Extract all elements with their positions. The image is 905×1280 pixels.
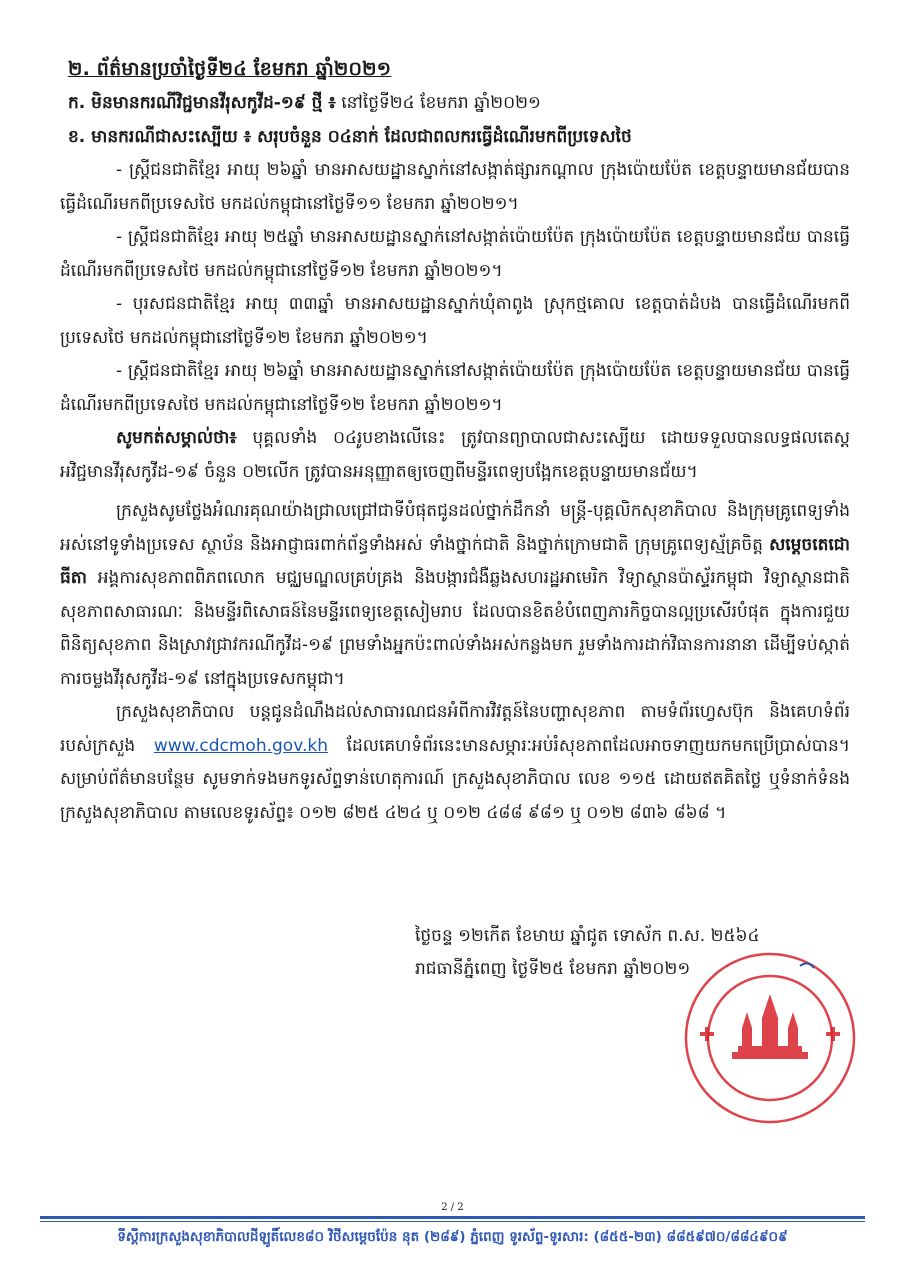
section-b xyxy=(68,120,850,154)
info-paragraph xyxy=(60,696,850,830)
thanks-text-before: ក្រសួងសូមថ្លែងអំណរគុណយ៉ាងជ្រាលជ្រៅជាទីបំផុតជូនដល់ថ្នាក់ដឹកនាំ មន្ត្រី-បុគ្គលិកសុខាភិបាល និងក្រុមគ្រូពេទ្យទាំងអស់នៅទូទាំងប្រទេស ស្ថាប័ន និងអាជ្ញាធរពាក់ព័ន្ធទាំងអស់ ទាំងថ្នាក់ជាតិ និងថ្នាក់ក្រោមជាតិ ក្រុមគ្រូពេទ្យស្ម័គ្រចិត្ត xyxy=(60,501,850,555)
note-label: សូមកត់សម្គាល់ថា៖ xyxy=(116,428,237,448)
section-b-label: ខ. មានករណីជាសះស្បើយ ៖ សរុបចំនួន ០៤នាក់ ដែលជាពលករធ្វើដំណើរមកពីប្រទេសថៃ xyxy=(68,127,632,147)
info-text-after: ដែលគេហទំព័រនេះមានសម្ភារៈអប់រំសុខភាពដែលអាចទាញយកមកប្រើប្រាស់បាន។ សម្រាប់ព័ត៌មានបន្ថែម សូមទាក់ទងមកទូរស័ព្ទទាន់ហេតុការណ៍ ក្រសួងសុខាភិបាល លេខ ១១៥ ដោយឥតគិតថ្លៃ ឬទំនាក់ទំនងក្រសួងសុខាភិបាល តាមលេខទូរស័ព្ទ៖ ០១២ ៨២៥ ៤២៤ ឬ ០១២ ៤៨៨ ៩៨១ ឬ ០១២ ៨៣៦ ៨៦៨ ។ xyxy=(60,735,850,823)
section-a xyxy=(68,86,850,120)
case-item: - ស្ត្រីជនជាតិខ្មែរ អាយុ ២៦ឆ្នាំ មានអាសយដ្ឋានស្នាក់នៅសង្កាត់ផ្សារកណ្តាល ក្រុងប៉ោយប៉ែត ខេត្តបន្ទាយមានជ័យបានធ្វើដំណើរមកពីប្រទេសថៃ មកដល់កម្ពុជានៅថ្ងៃទី១១ ខែមករា ឆ្នាំ២០២១។ xyxy=(60,160,850,214)
case-item: - ស្ត្រីជនជាតិខ្មែរ អាយុ ២៥ឆ្នាំ មានអាសយដ្ឋានស្នាក់នៅសង្កាត់ប៉ោយប៉ែត ក្រុងប៉ោយប៉ែត ខេត្តបន្ទាយមានជ័យ បានធ្វើដំណើរមកពីប្រទេសថៃ មកដល់កម្ពុជានៅថ្ងៃទី១២ ខែមករា ឆ្នាំ២០២១។ xyxy=(60,227,850,281)
lunar-date: ថ្ងៃចន្ទ ១២កើត ខែមាឃ ឆ្នាំជូត ទោស័ក ព.ស. ២៥៦៤ xyxy=(415,926,760,946)
thanks-bold-name: សម្តេចតេជោ ធីតា xyxy=(60,534,850,588)
section-a-text: នៅថ្ងៃទី២៤ ខែមករា ឆ្នាំ២០២១ xyxy=(335,93,541,113)
footer-address: ទីស្តីការក្រសួងសុខាភិបាលដីឡូតិ៍លេខ៨០ វិថីសម្តេចប៉ែន នុត (២៨៩) ភ្នំពេញ ទូរស័ព្ទ-ទូរសារ: (៨៥៥-២៣) ៨៨៥៩៧០/៨៨៤៩០៩ xyxy=(117,1229,788,1245)
thanks-paragraph xyxy=(60,495,850,696)
case-item: - បុរសជនជាតិខ្មែរ អាយុ ៣៣ឆ្នាំ មានអាសយដ្ឋានស្នាក់ឃុំតាពូង ស្រុកថ្មគោល ខេត្តបាត់ដំបង បានធ្វើដំណើរមកពីប្រទេសថៃ មកដល់កម្ពុជានៅថ្ងៃទី១២ ខែមករា ឆ្នាំ២០២១។ xyxy=(60,294,850,348)
section-a-label: ក. មិនមានករណីវិជ្ជមានវីរុសកូវីដ-១៩ ថ្មី ៖ xyxy=(68,93,336,113)
recovery-note xyxy=(60,422,850,489)
info-text-before: ក្រសួងសុខាភិបាល បន្តជូនដំណឹងដល់សាធារណជនអំពីការវិវត្តន៍នៃបញ្ហាសុខភាព តាមទំព័រហ្វេសប៊ុក និងគេហទំព័ររបស់ក្រសួង xyxy=(60,702,850,756)
thanks-text-after: អង្គការសុខភាពពិភពលោក មជ្ឈមណ្ឌលគ្រប់គ្រង និងបង្ការជំងឺឆ្លងសហរដ្ឋអាមេរិក វិទ្យាស្ថានប៉ាស្ទ័រកម្ពុជា វិទ្យាស្ថានជាតិសុខភាពសាធារណៈ និងមន្ទីរពិសោធន៍នៃមន្ទីរពេទ្យខេត្តសៀមរាប ដែលបានខិតខំបំពេញភារកិច្ចបានល្អប្រសើរបំផុត ក្នុងការជួយពិនិត្យសុខភាព និងស្រាវជ្រាវករណីកូវីដ-១៩ ព្រមទាំងអ្នកប៉ះពាល់ទាំងអស់កន្លងមក រួមទាំងការដាក់វិធានការនានា ដើម្បីទប់ស្កាត់ការចម្លងវីរុសកូវីដ-១៩ នៅក្នុងប្រទេសកម្ពុជា។ xyxy=(60,568,850,689)
footer-divider-thin xyxy=(40,1221,865,1222)
case-item: - ស្ត្រីជនជាតិខ្មែរ អាយុ ២៦ឆ្នាំ មានអាសយដ្ឋានស្នាក់នៅសង្កាត់ប៉ោយប៉ែត ក្រុងប៉ោយប៉ែត ខេត្តបន្ទាយមានជ័យ បានធ្វើដំណើរមកពីប្រទេសថៃ មកដល់កម្ពុជានៅថ្ងៃទី១២ ខែមករា ឆ្នាំ២០២១។ xyxy=(60,361,850,415)
note-text: បុគ្គលទាំង ០៤រូបខាងលើនេះ ត្រូវបានព្យាបាលជាសះស្បើយ ដោយទទួលបានលទ្ធផលតេស្ត អវិជ្ជមានវីរុសកូវីដ-១៩ ចំនួន ០២លើក ត្រូវបានអនុញ្ញាតឲ្យចេញពីមន្ទីរពេទ្យបង្អែកខេត្តបន្ទាយមានជ័យ។ xyxy=(60,428,850,482)
footer-divider xyxy=(40,1216,865,1219)
solar-date: រាជធានីភ្នំពេញ ថ្ងៃទី២៥ ខែមករា ឆ្នាំ២០២១ xyxy=(415,959,691,979)
document-body xyxy=(60,52,850,830)
page-number: 2 / 2 xyxy=(441,1202,464,1213)
section-heading: ២. ព័ត៌មានប្រចាំថ្ងៃទី២៤ ខែមករា ឆ្នាំ២០២១ xyxy=(68,58,392,80)
ministry-seal-icon xyxy=(680,948,860,1128)
website-link[interactable]: www.cdcmoh.gov.kh xyxy=(153,735,328,756)
